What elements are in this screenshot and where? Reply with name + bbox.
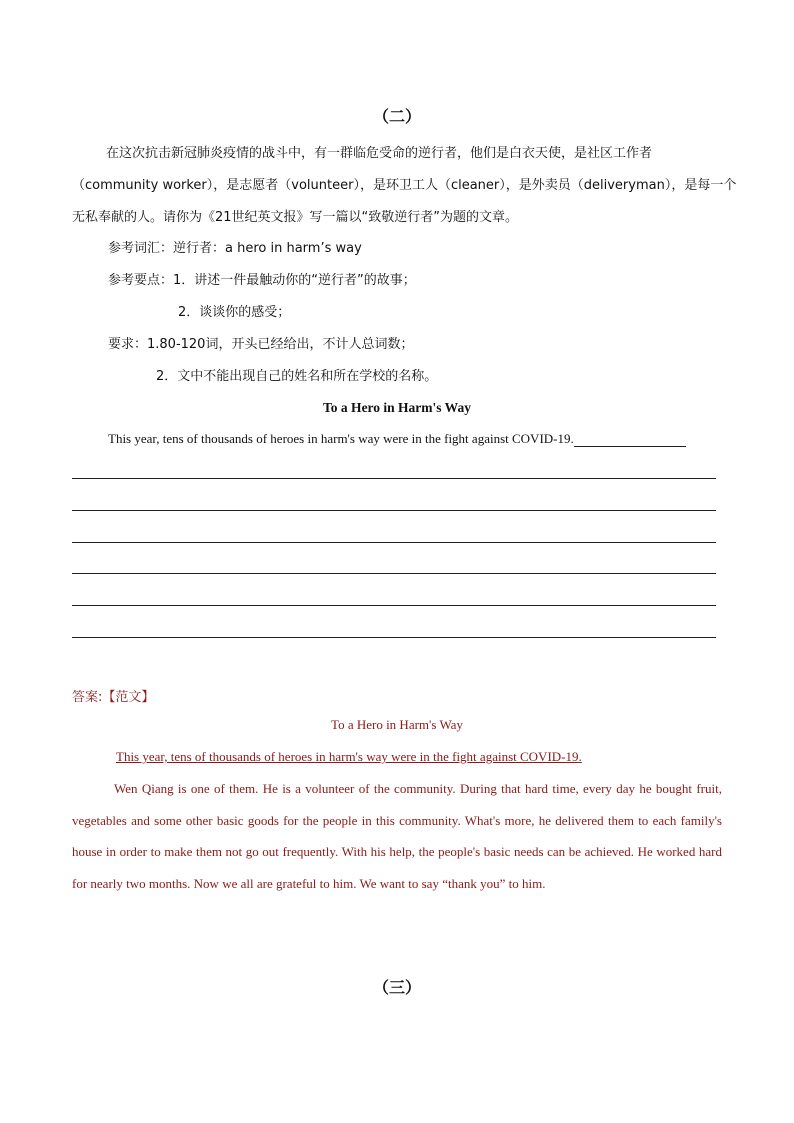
reference-point-2: 2．谈谈你的感受； [178, 305, 291, 320]
requirement-1: 要求：1.80-120词，开头已经给出，不计人总词数； [108, 337, 414, 352]
model-essay-title: To a Hero in Harm's Way [331, 717, 463, 732]
writing-line-4[interactable] [72, 573, 716, 574]
writing-line-1[interactable] [72, 478, 716, 479]
model-essay-opening: This year, tens of thousands of heroes in harm's way were in the fight against COVID-19. [116, 749, 582, 764]
section-3-title: （三） [372, 978, 421, 997]
requirement-2: 2．文中不能出现自己的姓名和所在学校的名称。 [156, 369, 438, 384]
intro-line-3: 无私奉献的人。请你为《21世纪英文报》写一篇以“致敬逆行者”为题的文章。 [72, 210, 519, 225]
essay-opening-text: This year, tens of thousands of heroes in harm's way were in the fight against COVID-19. [108, 431, 574, 446]
reference-point-1: 参考要点：1．讲述一件最触动你的“逆行者”的故事； [108, 273, 416, 288]
essay-opening-blank[interactable] [574, 434, 686, 447]
writing-line-2[interactable] [72, 510, 716, 511]
model-essay-body: Wen Qiang is one of them. He is a volunteer of the community. During that hard time, every day he bought fruit, vegetables and some other basic goods for the people in this community. What's more, he delivered them to each family's house in order to make them not go out frequently. With his help, the people's basic needs can be achieved. He worked hard for nearly two months. Now we all are grateful to him. We want to say “thank you” to him. [72, 781, 722, 891]
intro-line-2: （community worker），是志愿者（volunteer），是环卫工人（cleaner），是外卖员（deliveryman），是每一个 [72, 178, 737, 193]
intro-line-1: 在这次抗击新冠肺炎疫情的战斗中，有一群临危受命的逆行者，他们是白衣天使，是社区工作者 [106, 146, 653, 161]
answer-label: 答案:【范文】 [72, 690, 155, 705]
essay-opening [108, 431, 686, 447]
reference-vocabulary: 参考词汇：逆行者：a hero in harm’s way [108, 241, 362, 256]
writing-line-6[interactable] [72, 637, 716, 638]
writing-line-3[interactable] [72, 542, 716, 543]
section-2-title: （二） [372, 107, 421, 126]
essay-title: To a Hero in Harm's Way [323, 400, 471, 415]
writing-line-5[interactable] [72, 605, 716, 606]
